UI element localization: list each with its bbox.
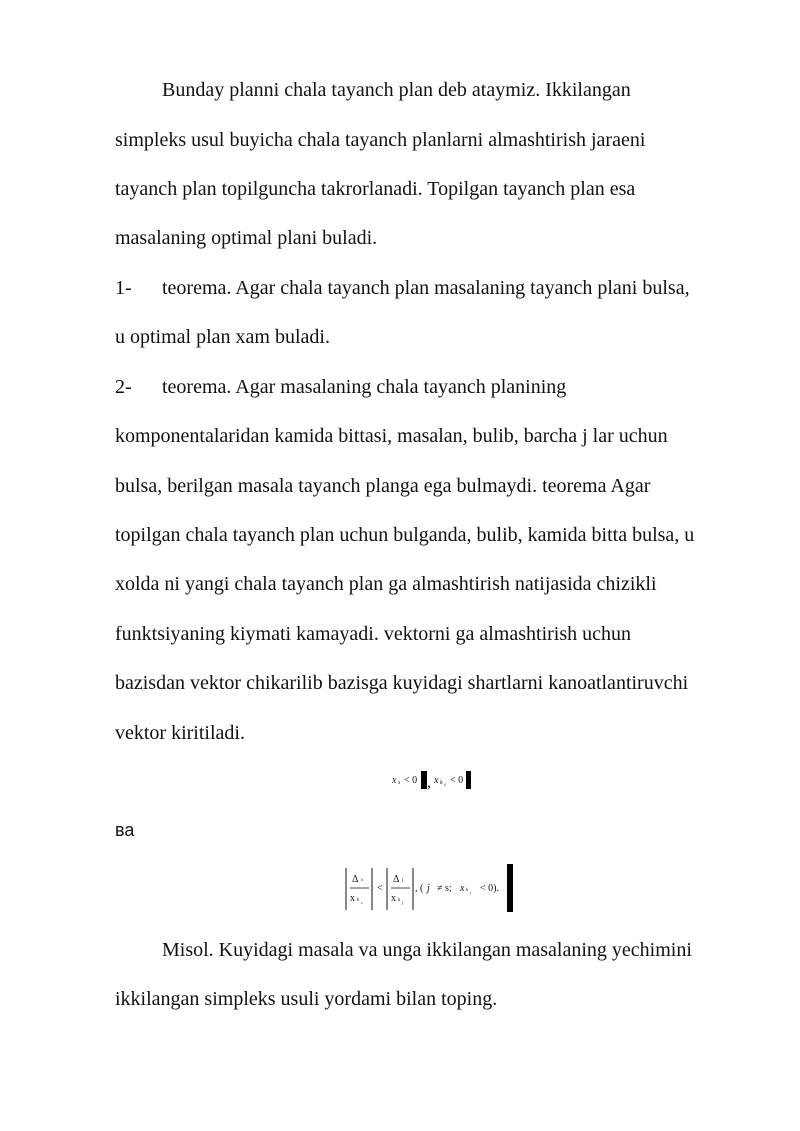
- formula-comma: ,: [427, 774, 431, 791]
- formula-cursor-mark: [507, 864, 513, 912]
- paragraph-line: u optimal plan xam buladi.: [115, 326, 330, 348]
- paragraph-line: xolda ni yangi chala tayanch plan ga almashtirish natijasida chizikli: [115, 573, 657, 595]
- formula-subscript: s: [398, 780, 401, 786]
- formula-subscript: j: [402, 900, 404, 905]
- theorem-number: 1-: [115, 277, 132, 299]
- formula-lt: <: [377, 883, 383, 894]
- paragraph-line: Bunday planni chala tayanch plan deb ataymiz. Ikkilangan: [162, 79, 631, 101]
- formula-text: , (: [415, 883, 424, 894]
- paragraph-line: topilgan chala tayanch plan uchun bulganda, bulib, kamida bitta bulsa, u: [115, 524, 695, 546]
- formula-subscript: k: [440, 780, 443, 786]
- paragraph-line: tayanch plan topilguncha takrorlanadi. Topilgan tayanch plan esa: [115, 178, 636, 200]
- formula-subscript: k: [466, 888, 469, 893]
- paragraph-line: ikkilangan simpleks usuli yordami bilan toping.: [115, 988, 498, 1010]
- formula-condition-2: [343, 864, 515, 914]
- formula-relation: < 0: [404, 775, 418, 786]
- formula-delta: Δ: [352, 874, 359, 885]
- paragraph-line: Misol. Kuyidagi masala va unga ikkilangan masalaning yechimini: [162, 939, 692, 961]
- paragraph-line: komponentalaridan kamida bittasi, masalan, bulib, barcha j lar uchun: [115, 425, 668, 447]
- paragraph-line: bulsa, berilgan masala tayanch planga ega bulmaydi. teorema Agar: [115, 475, 651, 497]
- theorem-1-heading: [115, 276, 740, 300]
- theorem-2-heading: [115, 375, 740, 399]
- formula-subscript: j: [470, 890, 472, 895]
- formula-var: x: [434, 775, 439, 786]
- formula-relation: < 0: [450, 775, 464, 786]
- paragraph-line: funktsiyaning kiymati kamayadi. vektorni ga almashtirish uchun: [115, 623, 632, 645]
- paragraph-line: simpleks usul buyicha chala tayanch planlarni almashtirish jaraeni: [115, 129, 646, 151]
- theorem-text: teorema. Agar chala tayanch plan masalaning tayanch plani bulsa,: [162, 277, 690, 299]
- formula-var: x: [460, 883, 465, 894]
- paragraph-line: masalaning optimal plani buladi.: [115, 227, 378, 249]
- formula-text: ≠ s;: [437, 883, 452, 894]
- formula-subscript: s: [444, 783, 446, 788]
- paragraph-line: bazisdan vektor chikarilib bazisga kuyidagi shartlarni kanoatlantiruvchi: [115, 672, 689, 694]
- paragraph-line: vektor kiritiladi.: [115, 722, 245, 744]
- formula-var: x: [391, 893, 396, 904]
- formula-condition-1: [390, 768, 480, 792]
- formula-cursor-mark: [466, 771, 471, 789]
- theorem-number: 2-: [115, 376, 132, 398]
- formula-subscript: k: [398, 898, 401, 903]
- theorem-text: teorema. Agar masalaning chala tayanch planining: [162, 376, 567, 398]
- connector-word: ва: [115, 820, 135, 840]
- formula-subscript: j: [402, 878, 404, 883]
- formula-text: < 0).: [480, 883, 499, 894]
- formula-var: j: [427, 883, 430, 894]
- formula-var: x: [350, 893, 355, 904]
- formula-subscript: s: [361, 878, 363, 883]
- formula-delta: Δ: [393, 874, 400, 885]
- formula-subscript: s: [361, 900, 363, 905]
- formula-var: x: [392, 775, 397, 786]
- formula-subscript: k: [357, 898, 360, 903]
